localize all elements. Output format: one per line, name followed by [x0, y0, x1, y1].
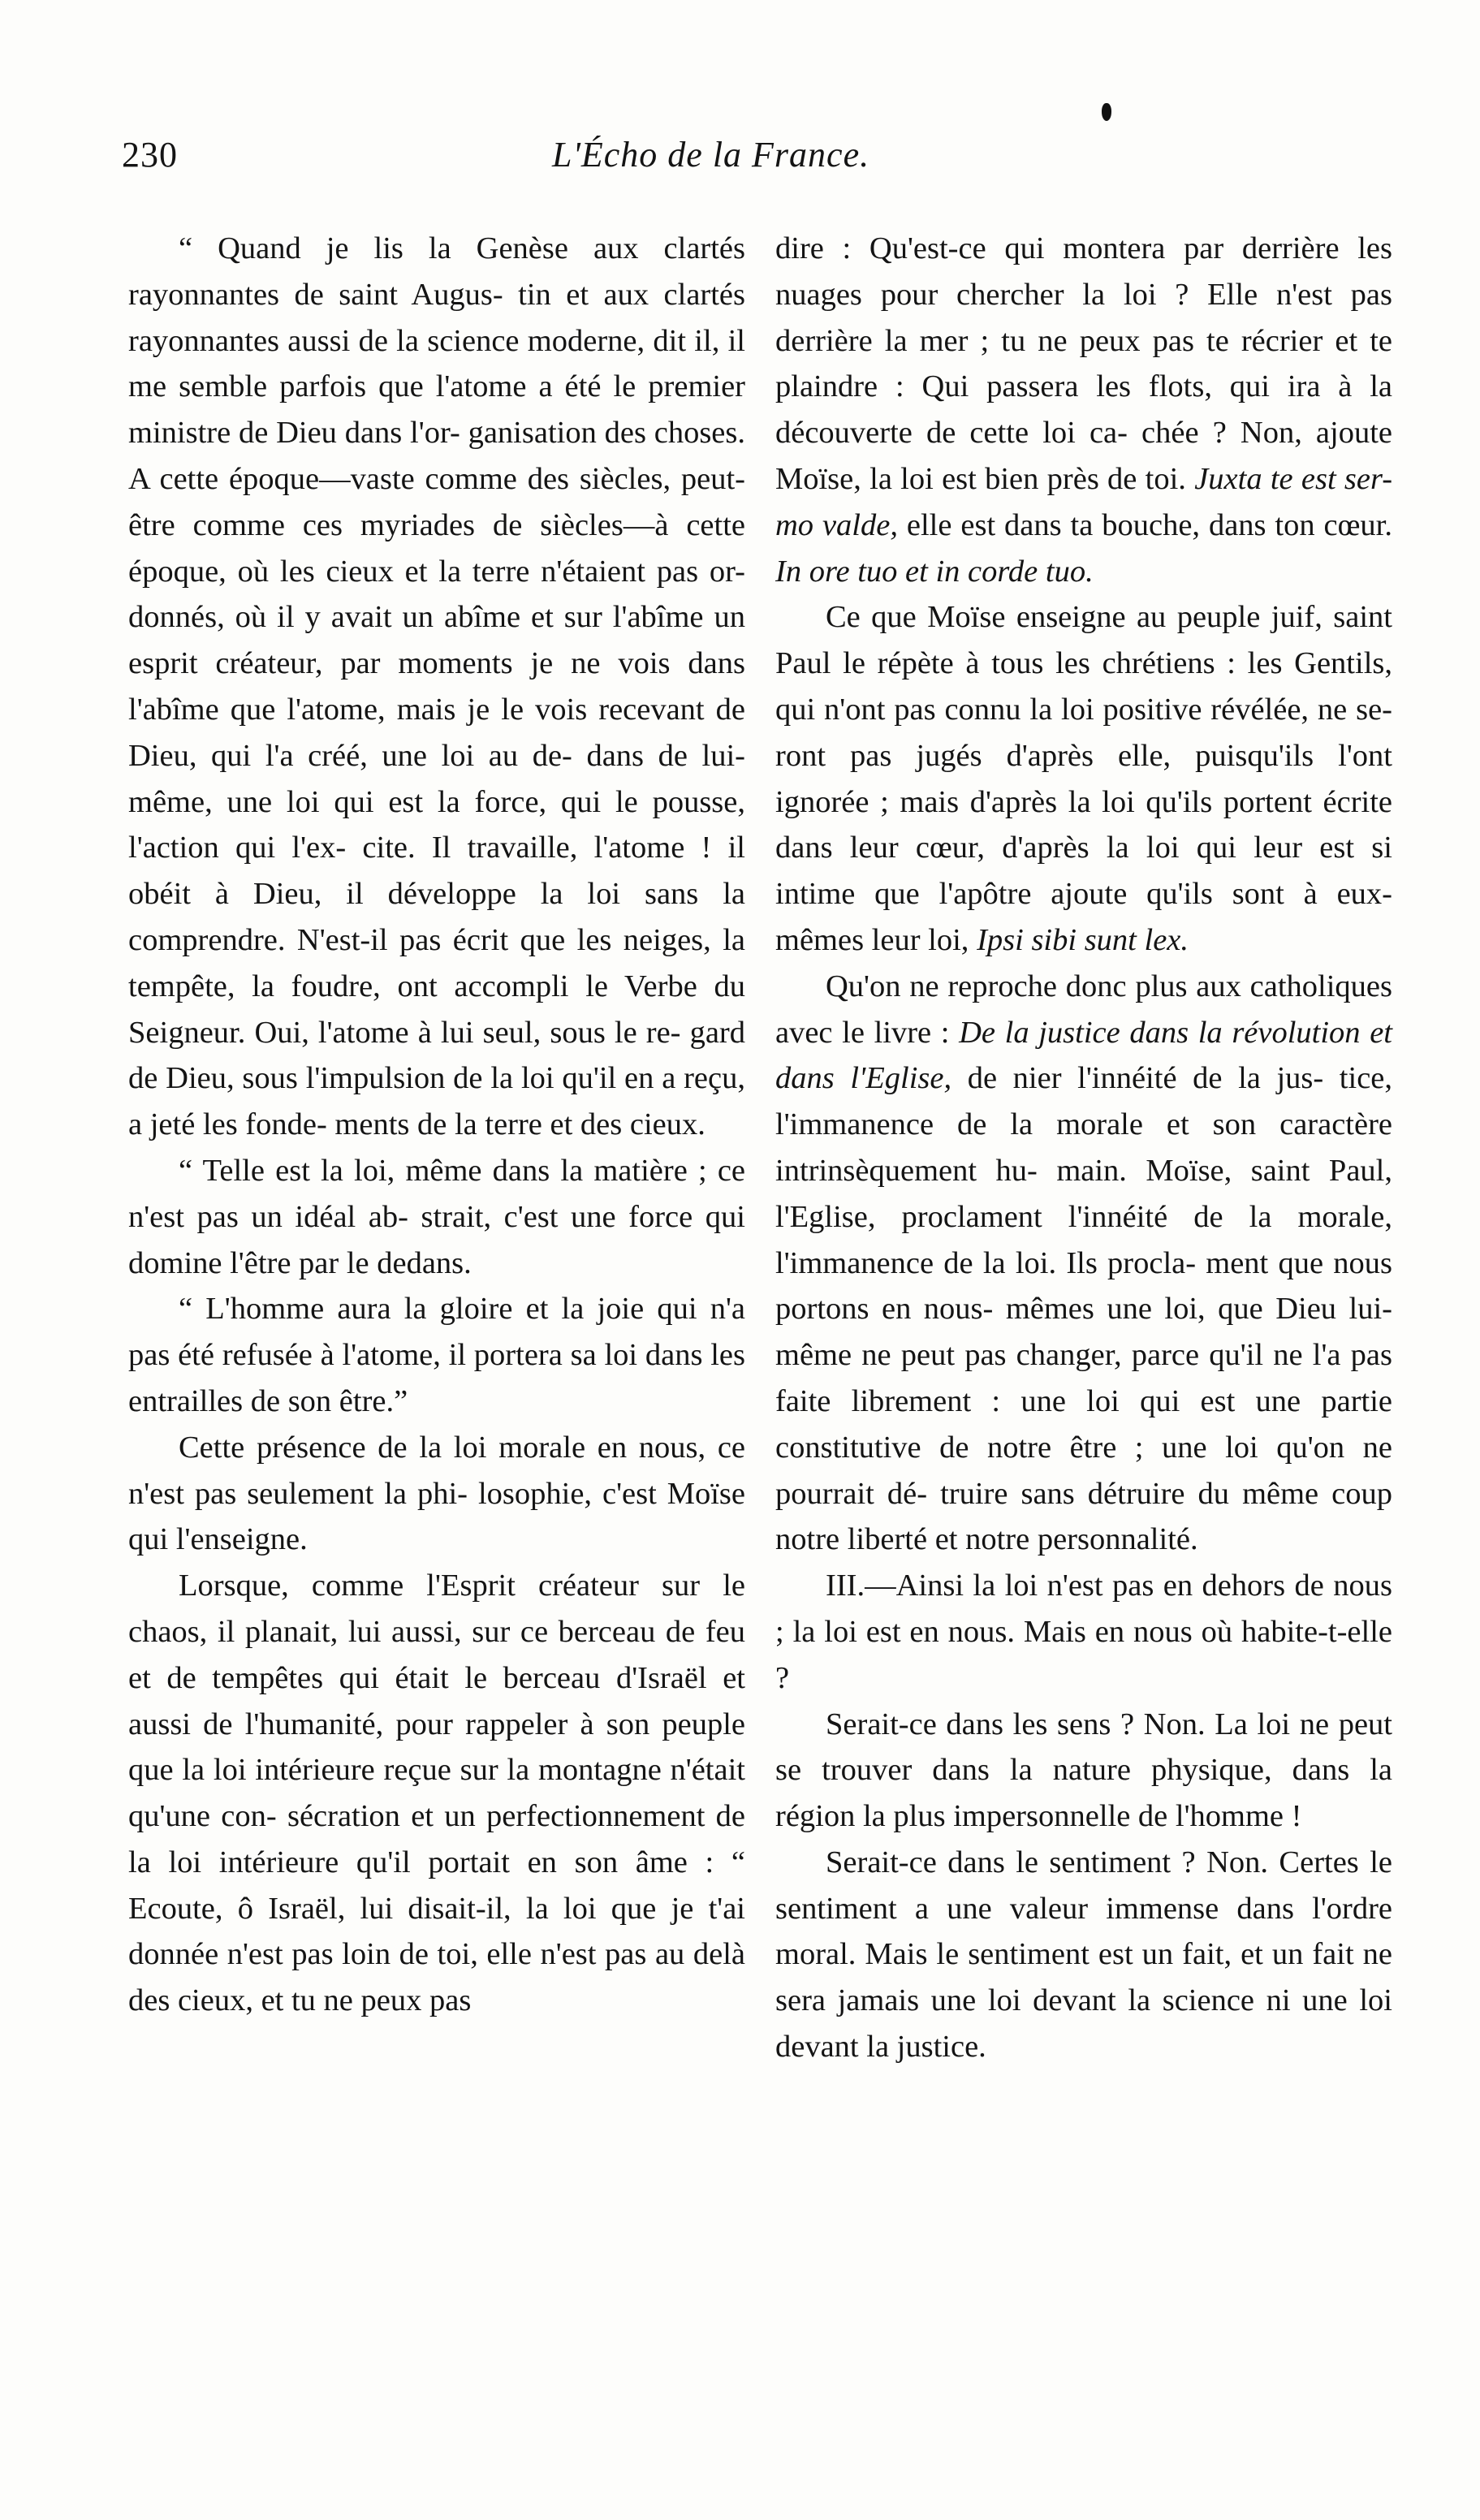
paragraph: Cette présence de la loi morale en nous, ce n'est pas seulement la phi- losophie, c'est Moïse qui l'enseigne.: [128, 1430, 745, 1557]
paragraph: Serait-ce dans le sentiment ? Non. Certes le sentiment a une valeur immense dans l'ordre moral. Mais le sentiment est un fait, et un fait ne sera jamais une loi devant la science ni une loi devant la justice.: [775, 1845, 1392, 2065]
text-run: elle est dans ta bouche, dans ton cœur.: [906, 507, 1392, 542]
text-run: Ce que Moïse enseigne au peuple juif, saint Paul le répète à tous les chrétiens : les Gentils, qui n'ont pas connu la loi positive révélée, ne se- ront pas jugés d'après elle, puisqu'ils l'ont ignorée ; mais d'après la loi qu'ils portent écrite dans leur cœur, d'après la loi qui leur est si intime que l'apôtre ajoute qu'ils sont à eux- mêmes leur loi,: [775, 600, 1392, 957]
left-column: [128, 226, 745, 2024]
latin-quote: Juxta te est ser- mo valde,: [775, 461, 1393, 542]
paragraph: “ L'homme aura la gloire et la joie qui n'a pas été refusée à l'atome, il portera sa loi dans les entrailles de son être.”: [128, 1292, 745, 1418]
paragraph: Serait-ce dans les sens ? Non. La loi ne peut se trouver dans la nature physique, dans la région la plus impersonnelle de l'homme !: [775, 1707, 1392, 1834]
ink-mark: [1102, 103, 1111, 121]
paragraph: [775, 594, 1392, 963]
book-title: De la justice dans la révolution et dans l'Eglise,: [775, 1015, 1392, 1096]
paragraph: Lorsque, comme l'Esprit créateur sur le chaos, il planait, lui aussi, sur ce berceau de feu et de tempêtes qui était le berceau d'Israël et aussi de l'humanité, pour rappeler à son peuple que la loi intérieure reçue sur la montagne n'était qu'une con- sécration et un perfectionnement de la loi intérieure qu'il portait en son âme : “ Ecoute, ô Israël, lui disait-il, la loi que je t'ai donnée n'est pas loin de toi, elle n'est pas au delà des cieux, et tu ne peux pas: [128, 1569, 745, 2018]
latin-quote: Ipsi sibi sunt lex.: [977, 922, 1189, 957]
text-run: dire : Qu'est-ce qui montera par derrière les nuages pour chercher la loi ? Elle n'est pas derrière la mer ; tu ne peux pas te récrier et te plaindre : Qui passera les flots, qui ira à la découverte de cette loi ca- chée ? Non, ajoute Moïse, la loi est bien près de toi.: [775, 231, 1392, 496]
paragraph: “ Telle est la loi, même dans la matière ; ce n'est pas un idéal ab- strait, c'est une force qui domine l'être par le dedans.: [128, 1153, 745, 1280]
text-run: de nier l'innéité de la jus- tice, l'immanence de la morale et son caractère intrinsèquement hu- main. Moïse, saint Paul, l'Eglise, proclament l'innéité de la morale, l'immanence de la loi. Ils procla- ment que nous portons en nous- mêmes une loi, que Dieu lui-même ne peut pas changer, parce qu'il ne l'a pas faite librement : une loi qui est une partie constitutive de notre être ; une loi qu'on ne pourrait dé- truire sans détruire du même coup notre liberté et notre personnalité.: [775, 1061, 1392, 1557]
section-paragraph: III.—Ainsi la loi n'est pas en dehors de nous ; la loi est en nous. Mais en nous où habite-t-elle ?: [775, 1569, 1392, 1695]
latin-quote: In ore tuo et in corde tuo.: [775, 554, 1094, 589]
paragraph: [775, 964, 1392, 1563]
text-run: Qu'on ne reproche donc plus aux catholiques avec le livre :: [775, 969, 1392, 1050]
page-header: [122, 134, 1356, 191]
paragraph: “ Quand je lis la Genèse aux clartés rayonnantes de saint Augus- tin et aux clartés rayonnantes aussi de la science moderne, dit il, il me semble parfois que l'atome a été le premier ministre de Dieu dans l'or- ganisation des choses. A cette époque—vaste comme des siècles, peut-être comme ces myriades de siècles—à cette époque, où les cieux et la terre n'étaient pas or- donnés, où il y avait un abîme et sur l'abîme un esprit créateur, par moments je ne vois dans l'abîme que l'atome, mais je le vois recevant de Dieu, qui l'a créé, une loi au de- dans de lui-même, une loi qui est la force, qui le pousse, l'action qui l'ex- cite. Il travaille, l'atome ! il obéit à Dieu, il développe la loi sans la comprendre. N'est-il pas écrit que les neiges, la tempête, la foudre, ont accompli le Verbe du Seigneur. Oui, l'atome à lui seul, sous le re- gard de Dieu, sous l'impulsion de la loi qu'il en a reçu, a jeté les fonde- ments de la terre et des cieux.: [128, 231, 745, 1142]
running-title: L'Écho de la France.: [552, 135, 870, 175]
paragraph: [775, 226, 1392, 594]
right-column: [775, 226, 1392, 2070]
page-number: 230: [122, 135, 178, 175]
